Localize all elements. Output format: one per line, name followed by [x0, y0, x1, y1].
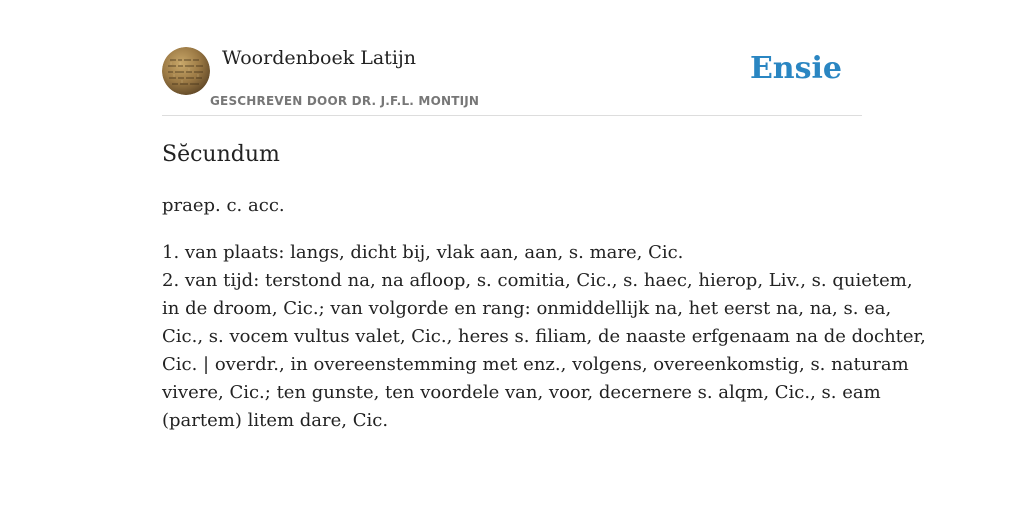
page-container [162, 0, 926, 512]
definition-line: vivere, Cic.; ten gunste, ten voordele van, voor, decernere s. alqm, Cic., s. eam [162, 382, 881, 403]
site-header [162, 0, 862, 116]
site-title[interactable]: Woordenboek Latijn [222, 47, 417, 69]
entry-definition [162, 239, 926, 435]
definition-line: Cic. | overdr., in overeenstemming met enz., volgens, overeenkomstig, s. naturam [162, 354, 909, 375]
bronze-inscription-coin-logo-icon[interactable] [162, 47, 210, 95]
ensie-brand-logo[interactable]: Ensie [749, 51, 842, 86]
definition-line: Cic., s. vocem vultus valet, Cic., heres s. filiam, de naaste erfgenaam na de dochter, [162, 326, 926, 347]
entry-headword: Sĕcundum [162, 142, 280, 167]
definition-line: 2. van tijd: terstond na, na afloop, s. comitia, Cic., s. haec, hierop, Liv., s. quietem, [162, 270, 913, 291]
grammar-note: praep. c. acc. [162, 195, 285, 216]
definition-line: 1. van plaats: langs, dicht bij, vlak aan, aan, s. mare, Cic. [162, 242, 684, 263]
definition-line: (partem) litem dare, Cic. [162, 410, 389, 431]
definition-line: in de droom, Cic.; van volgorde en rang: onmiddellijk na, het eerst na, na, s. ea, [162, 298, 892, 319]
author-byline: GESCHREVEN DOOR DR. J.F.L. MONTIJN [210, 94, 480, 108]
